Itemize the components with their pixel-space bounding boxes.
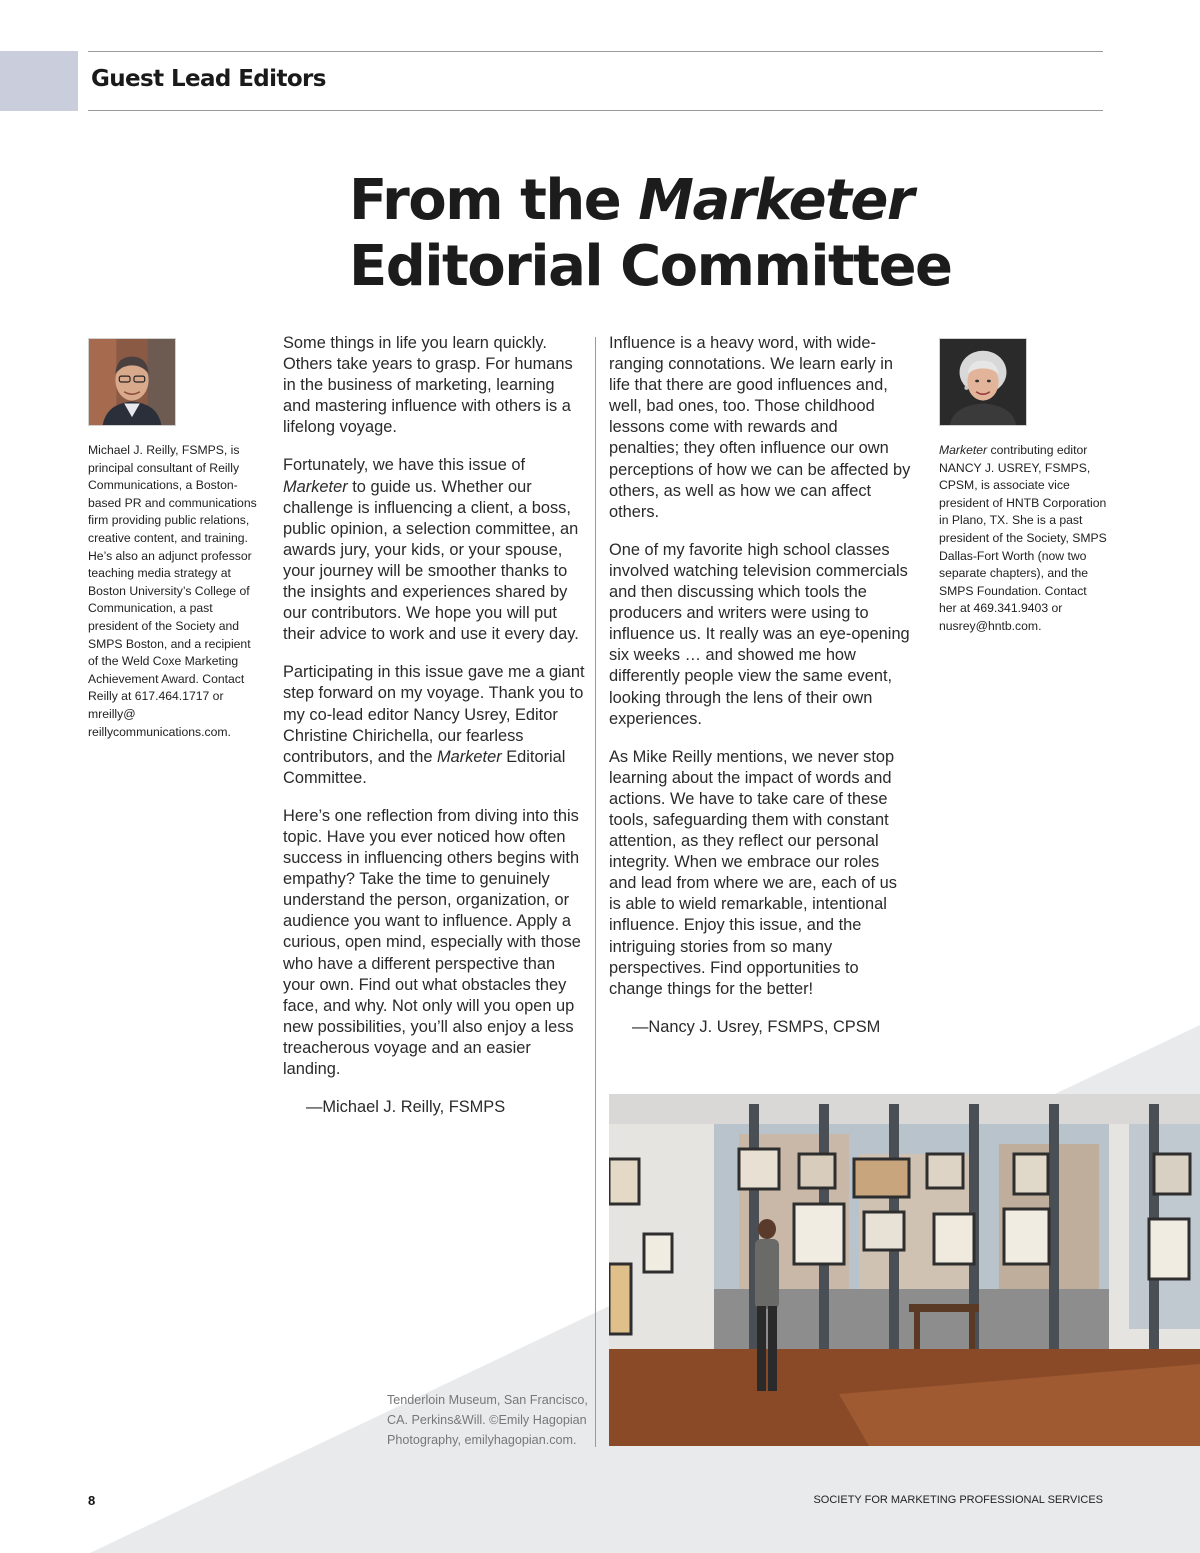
- museum-photo: [609, 1094, 1200, 1446]
- paragraph: [283, 662, 585, 789]
- bio-text: contributing editor NANCY J. USREY, FSMPS, CPSM, is associate vice president of HNTB Corporation in Plano, TX. She is a past president of the Society, SMPS Dallas-Fort Worth (now two separate chapters), and the SMPS Foundation. Contact her at 469.341.9403 or nusrey@hntb.com.: [939, 443, 1107, 633]
- paragraph: As Mike Reilly mentions, we never stop learning about the impact of words and actions. We have to take care of these tools, safeguarding them with constant attention, as they reflect our personal integrity. When we embrace our roles and lead from where we are, each of us is able to wield remarkable, intentional influence. Enjoy this issue, and the intriguing stories from so many perspectives. Find opportunities to change things for the better!: [609, 747, 897, 998]
- paragraph: Some things in life you learn quickly. Others take years to grasp. For humans in the business of marketing, learning and mastering influence with others is a lifelong voyage.: [283, 334, 573, 437]
- title-part-1: From the: [349, 168, 639, 233]
- caption-line: CA. Perkins&Will. ©Emily Hagopian: [387, 1413, 587, 1427]
- publication-name: Marketer: [436, 747, 502, 766]
- bio-publication-name: Marketer: [939, 443, 988, 457]
- section-color-tab: [0, 51, 78, 111]
- bio-nancy-usrey: [939, 442, 1107, 636]
- title-part-2: Marketer: [638, 168, 913, 233]
- caption-line: Photography, emilyhagopian.com.: [387, 1433, 577, 1447]
- column-michael-reilly: [283, 333, 585, 1135]
- bio-name-line: Michael J. Reilly, FSMPS,: [88, 443, 228, 457]
- author-photo-nancy-usrey: [939, 338, 1027, 426]
- bio-michael-reilly: [88, 442, 260, 741]
- column-divider: [595, 337, 596, 1447]
- photo-caption: [387, 1390, 592, 1450]
- text-run: Fortunately, we have this issue of: [283, 456, 526, 475]
- text-run: to guide us. Whether our challenge is influencing a client, a boss, public opinion, a selection committee, an awards jury, your kids, or your spouse, your journey will be smoother thanks to the insights and experiences shared by our contributors. We hope you will put their advice to work and use it every day.: [283, 477, 579, 644]
- caption-line: Tenderloin Museum, San Francisco,: [387, 1393, 588, 1407]
- section-label: Guest Lead Editors: [91, 66, 326, 92]
- signature: —Michael J. Reilly, FSMPS: [306, 1098, 506, 1117]
- column-nancy-usrey: [609, 333, 911, 1055]
- page-number: 8: [88, 1493, 96, 1508]
- header-bottom-rule: [88, 110, 1103, 111]
- publication-name: Marketer: [283, 477, 348, 496]
- paragraph: One of my favorite high school classes involved watching television commercials and then discussing which tools the producers and writers were using to influence us. It really was an eye-opening six weeks … and showed me how differently people view the same event, looking through the lens of their own experiences.: [609, 540, 910, 728]
- paragraph: Influence is a heavy word, with wide-ranging connotations. We learn early in life that there are good influences and, well, bad ones, too. Those childhood lessons come with rewards and penalties; they often influence our own perceptions of how we can be affected by others, as well as how we can affect others.: [609, 334, 911, 521]
- paragraph: [283, 455, 585, 645]
- text-run: Editorial Committee.: [283, 747, 566, 787]
- paragraph: Here’s one reflection from diving into this topic. Have you ever noticed how often success in influencing others begins with empathy? Take the time to genuinely understand the person, organization, or audience you want to influence. Apply a curious, open mind, especially with those who have a different perspective than your own. Find out what obstacles they face, and why. Not only will you open up new possibilities, you’ll also enjoy a less treacherous voyage and an easier landing.: [283, 806, 581, 1078]
- header-top-rule: [88, 51, 1103, 52]
- bio-text: is principal consultant of Reilly Communications, a Boston-based PR and communications firm providing public relations, creative content, and training. He’s also an adjunct professor teaching media strategy at Boston University’s College of Communication, a past president of the Society and SMPS Boston, and a recipient of the Weld Coxe Marketing Achievement Award. Contact Reilly at 617.464.1717 or mreilly@ reillycommunications.com.: [88, 443, 257, 739]
- page-title: [349, 168, 952, 300]
- publisher-name: SOCIETY FOR MARKETING PROFESSIONAL SERVICES: [813, 1494, 1103, 1506]
- signature: —Nancy J. Usrey, FSMPS, CPSM: [632, 1017, 881, 1036]
- title-line-1: [349, 168, 952, 234]
- title-line-2: Editorial Committee: [349, 234, 952, 299]
- author-photo-michael-reilly: [88, 338, 176, 426]
- text-run: Participating in this issue gave me a giant step forward on my voyage. Thank you to my co-lead editor Nancy Usrey, Editor Christine Chirichella, our fearless contributors, and the: [283, 663, 585, 766]
